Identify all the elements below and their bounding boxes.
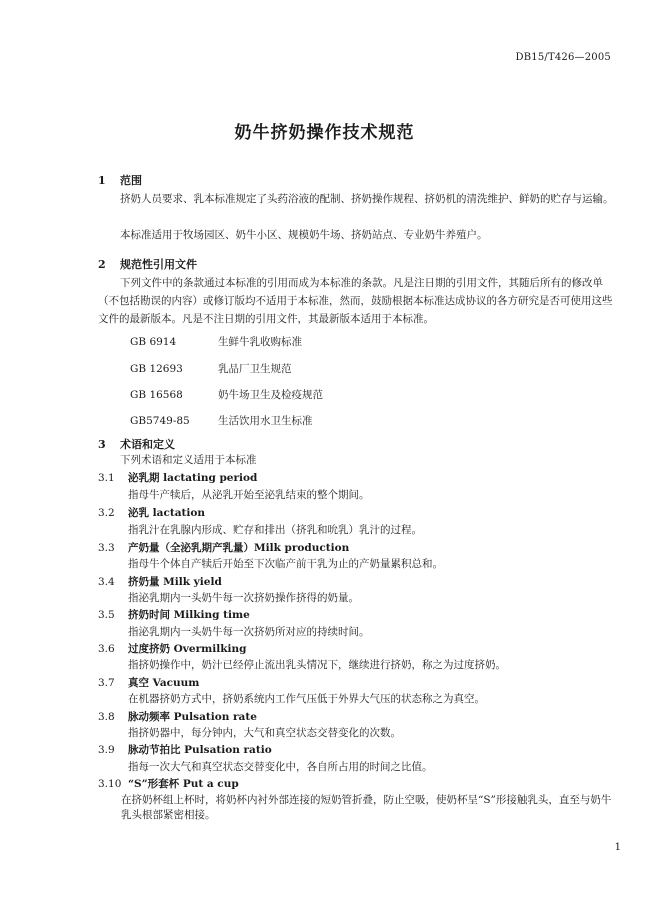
term-definition: 指母牛个体自产犊后开始至下次临产前干乳为止的产奶量累积总和。 [128, 558, 443, 570]
section-title: 规范性引用文件 [120, 258, 197, 271]
reference-name: 乳品厂卫生规范 [218, 363, 292, 375]
section-3-intro: 下列术语和定义适用于本标准 [120, 454, 257, 466]
reference-name: 奶牛场卫生及检疫规范 [218, 389, 323, 401]
term-definition: 指挤奶器中，每分钟内，大气和真空状态交替变化的次数。 [128, 727, 401, 739]
term-heading [98, 540, 349, 555]
section-number: 3 [98, 438, 106, 451]
term-heading [98, 607, 250, 622]
section-1-heading [98, 172, 142, 188]
section-number: 1 [98, 174, 106, 187]
term-heading [98, 675, 199, 690]
term-name: 挤奶时间 Milking time [128, 609, 250, 621]
term-name: 挤奶量 Milk yield [128, 576, 222, 588]
reference-row [130, 413, 313, 428]
term-number: 3.1 [98, 472, 115, 484]
term-heading [98, 641, 246, 656]
reference-row [130, 334, 302, 349]
reference-name: 生鲜牛乳收购标准 [218, 336, 302, 348]
reference-row [130, 387, 323, 402]
page-number: 1 [614, 842, 621, 853]
term-definition: 指乳汁在乳腺内形成、贮存和排出（挤乳和吮乳）乳汁的过程。 [128, 524, 422, 536]
term-name: 泌乳期 lactating period [128, 472, 258, 484]
term-name: 真空 Vacuum [128, 677, 200, 689]
term-name: 过度挤奶 Overmilking [128, 643, 247, 655]
term-number: 3.10 [98, 778, 122, 790]
reference-code: GB 6914 [130, 336, 177, 348]
section-title: 术语和定义 [120, 438, 175, 451]
document-code: DB15/T426—2005 [515, 52, 611, 63]
section-2-paragraph: 下列文件中的条款通过本标准的引用而成为本标准的条款。凡是注日期的引用文件，其随后所有的修改单（不包括勘误的内容）或修订版均不适用于本标准，然而，鼓励根据本标准达成协议的各方研究是否可使用这些文件的最新版本。凡是不注日期的引用文件，其最新版本适用于本标准。 [98, 277, 613, 325]
term-heading [98, 709, 257, 724]
term-name: 泌乳 lactation [128, 507, 205, 519]
document-title: 奶牛挤奶操作技术规范 [234, 123, 415, 143]
term-heading [98, 742, 272, 757]
term-number: 3.5 [98, 609, 115, 621]
term-definition: 指挤奶操作中，奶汁已经停止流出乳头情况下，继续进行挤奶，称之为过度挤奶。 [128, 659, 506, 671]
term-definition: 指母牛产犊后，从泌乳开始至泌乳结束的整个期间。 [128, 489, 370, 501]
term-number: 3.2 [98, 507, 115, 519]
reference-row [130, 361, 292, 376]
term-definition: 指泌乳期内一头奶牛每一次挤奶所对应的持续时间。 [128, 626, 370, 638]
term-definition: 指泌乳期内一头奶牛每一次挤奶操作挤得的奶量。 [128, 592, 359, 604]
reference-code: GB 12693 [130, 363, 183, 375]
term-heading [98, 470, 257, 485]
term-name: 脉动节拍比 Pulsation ratio [128, 744, 272, 756]
section-3-heading [98, 436, 175, 452]
section-1-paragraph-2: 本标准适用于牧场园区、奶牛小区、规模奶牛场、挤奶站点、专业奶牛养殖户。 [120, 229, 488, 241]
reference-code: GB5749-85 [130, 415, 190, 427]
term-definition: 在挤奶杯组上杯时，将奶杯内衬外部连接的短奶管折叠，防止空吸，使奶杯呈“S”形接触乳头，直至与奶牛乳头根部紧密相接。 [121, 794, 612, 821]
term-number: 3.7 [98, 677, 115, 689]
term-number: 3.8 [98, 711, 115, 723]
term-heading [98, 776, 239, 791]
term-number: 3.9 [98, 744, 115, 756]
term-number: 3.3 [98, 542, 115, 554]
section-number: 2 [98, 258, 106, 271]
term-name: 脉动频率 Pulsation rate [128, 711, 257, 723]
reference-code: GB 16568 [130, 389, 183, 401]
term-name: 产奶量（全泌乳期产乳量）Milk production [128, 542, 350, 554]
section-title: 范围 [120, 174, 142, 187]
term-heading [98, 505, 205, 520]
section-2-heading [98, 256, 197, 272]
section-1-paragraph-1: 挤奶人员要求、乳本标准规定了头药浴液的配制、挤奶操作规程、挤奶机的清洗维护、鲜奶的贮存与运输。 [120, 193, 614, 205]
term-name: “S”形套杯 Put a cup [128, 778, 239, 790]
term-number: 3.6 [98, 643, 115, 655]
term-number: 3.4 [98, 576, 115, 588]
reference-name: 生活饮用水卫生标准 [218, 415, 313, 427]
term-heading [98, 574, 222, 589]
term-definition: 在机器挤奶方式中，挤奶系统内工作气压低于外界大气压的状态称之为真空。 [128, 693, 485, 705]
term-definition: 指每一次大气和真空状态交替变化中，各自所占用的时间之比值。 [128, 761, 433, 773]
